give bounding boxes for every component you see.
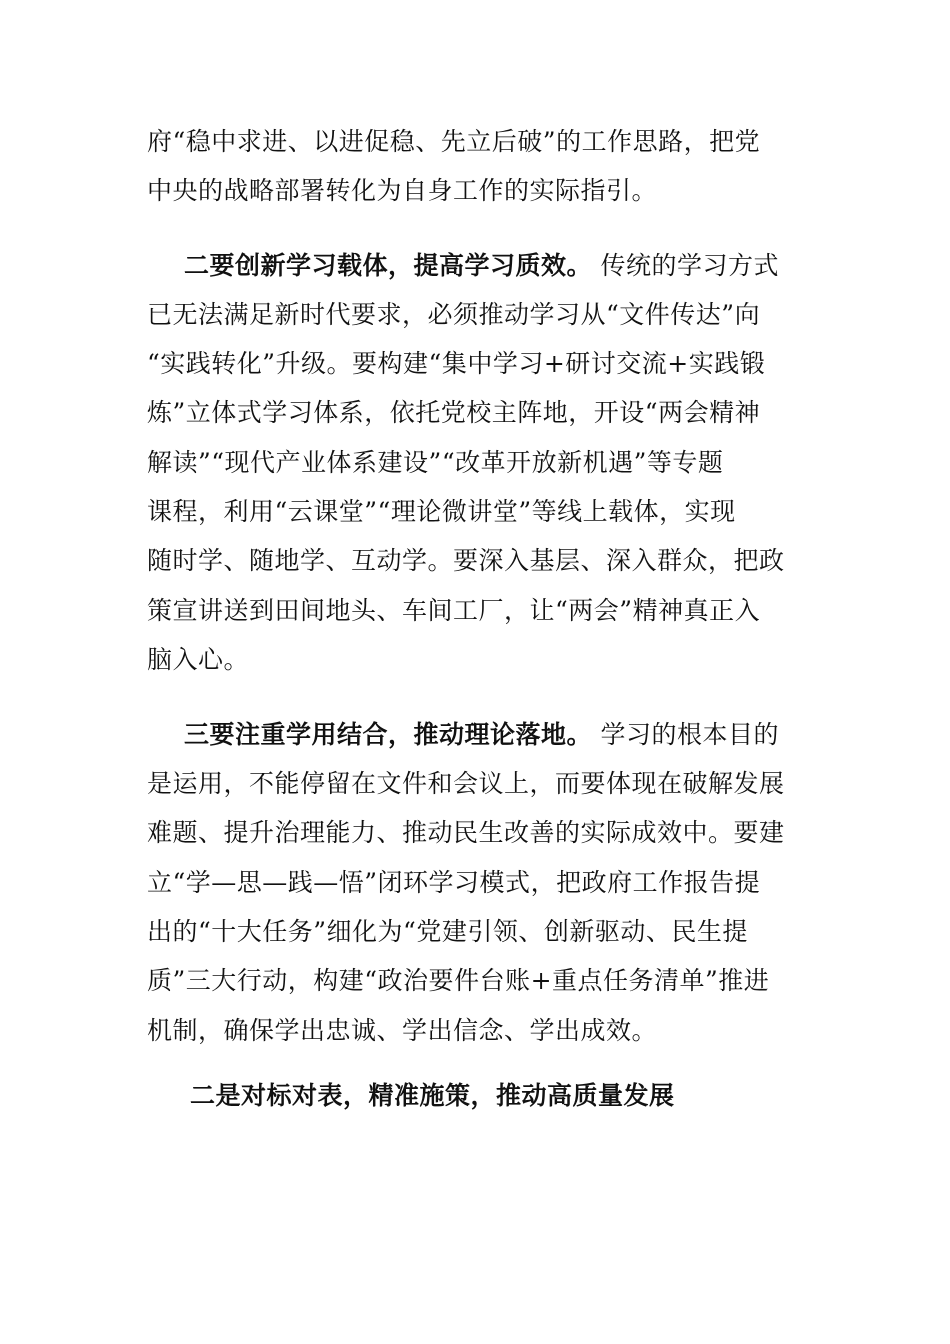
paragraph-3-lead: 三要注重学用结合，推动理论落地。 (184, 720, 593, 749)
paragraph-2-line-5: 解读”“现代产业体系建设”“改革开放新机遇”等专题 (147, 448, 724, 477)
paragraph-3-first-line-rest: 学习的根本目的 (600, 720, 779, 749)
paragraph-2-line-9: 脑入心。 (147, 645, 250, 674)
paragraph-3-line-7: 机制，确保学出忠诚、学出信念、学出成效。 (147, 1016, 658, 1045)
paragraph-2-line-3: “实践转化”升级。要构建“集中学习+研讨交流+实践锻 (147, 349, 766, 378)
paragraph-3-line-1 (184, 720, 779, 750)
paragraph-3-line-5: 出的“十大任务”细化为“党建引领、创新驱动、民生提 (147, 917, 748, 946)
paragraph-1-line-2: 中央的战略部署转化为自身工作的实际指引。 (147, 176, 658, 205)
paragraph-1-line-1: 府“稳中求进、以进促稳、先立后破”的工作思路，把党 (147, 127, 761, 156)
paragraph-3-line-4: 立“学—思—践—悟”闭环学习模式，把政府工作报告提 (147, 868, 761, 897)
section-heading: 二是对标对表，精准施策，推动高质量发展 (190, 1081, 675, 1110)
paragraph-3-line-2: 是运用，不能停留在文件和会议上，而要体现在破解发展 (147, 769, 785, 798)
paragraph-2-line-7: 随时学、随地学、互动学。要深入基层、深入群众，把政 (147, 546, 785, 575)
paragraph-3-line-6: 质”三大行动，构建“政治要件台账+重点任务清单”推进 (147, 966, 770, 995)
paragraph-2-line-1 (184, 251, 779, 281)
paragraph-2-line-6: 课程，利用“云课堂”“理论微讲堂”等线上载体，实现 (147, 497, 736, 526)
paragraph-3-line-3: 难题、提升治理能力、推动民生改善的实际成效中。要建 (147, 818, 785, 847)
paragraph-2-lead: 二要创新学习载体，提高学习质效。 (184, 251, 593, 280)
paragraph-2-line-2: 已无法满足新时代要求，必须推动学习从“文件传达”向 (147, 300, 761, 329)
paragraph-2-first-line-rest: 传统的学习方式 (600, 251, 779, 280)
paragraph-2-line-8: 策宣讲送到田间地头、车间工厂，让“两会”精神真正入 (147, 596, 761, 625)
paragraph-2-line-4: 炼”立体式学习体系，依托党校主阵地，开设“两会精神 (147, 398, 761, 427)
